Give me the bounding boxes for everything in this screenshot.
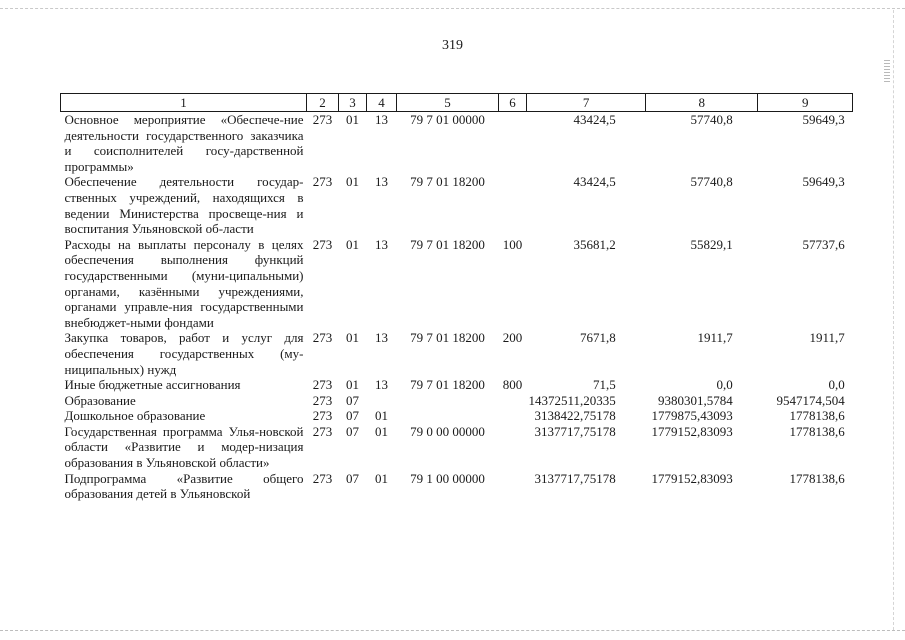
amount-col8: 57740,8	[690, 112, 733, 127]
expense-type-code	[499, 174, 527, 236]
section-code: 07	[346, 423, 359, 439]
amount-col8: 1911,7	[697, 330, 733, 346]
column-header: 5	[397, 94, 499, 112]
section-code: 07	[346, 470, 359, 486]
table-row	[61, 471, 853, 502]
section-code: 01	[346, 330, 359, 346]
target-article-code: 79 7 01 18200	[410, 330, 485, 346]
ministry-code: 273	[312, 330, 333, 346]
subsection-code: 13	[375, 174, 388, 190]
section-code: 07	[346, 408, 359, 424]
amount-col8: 1779152,83093	[651, 423, 733, 439]
target-article-code: 79 1 00 00000	[410, 470, 485, 486]
target-article-code: 79 7 01 18200	[410, 236, 485, 252]
subsection-code: 13	[375, 330, 388, 346]
amount-col8: 0,0	[716, 377, 733, 393]
target-article-code: 79 7 01 18200	[410, 174, 485, 190]
amount-col9: 59649,3	[802, 112, 845, 127]
table-row	[61, 174, 853, 236]
amount-col7: 3138422,75178	[534, 408, 616, 424]
column-header: 8	[646, 94, 758, 112]
amount-col9: 1778138,6	[789, 470, 845, 486]
expense-type-code	[499, 408, 527, 424]
budget-table	[60, 93, 853, 502]
expense-type-code: 800	[502, 377, 523, 393]
ministry-code: 273	[312, 408, 333, 424]
target-article-code: 79 7 01 18200	[410, 377, 485, 393]
expense-type-code	[499, 471, 527, 502]
amount-col7: 43424,5	[573, 174, 616, 190]
table-row	[61, 112, 853, 175]
column-header: 7	[527, 94, 646, 112]
row-name: Образование	[64, 392, 136, 408]
table-row	[61, 377, 853, 393]
target-article-code	[397, 408, 499, 424]
section-code: 01	[346, 112, 359, 127]
ministry-code: 273	[312, 236, 333, 252]
column-header: 2	[307, 94, 339, 112]
expense-type-code	[499, 424, 527, 471]
amount-col9: 59649,3	[802, 174, 845, 190]
amount-col8: 55829,1	[690, 236, 733, 252]
table-row	[61, 424, 853, 471]
amount-col7: 7671,8	[580, 330, 616, 346]
amount-col7: 3137717,75178	[534, 470, 616, 486]
column-header: 1	[61, 94, 307, 112]
subsection-code: 13	[375, 112, 388, 127]
section-code: 01	[346, 377, 359, 393]
target-article-code	[397, 393, 499, 409]
row-name: Государственная программа Улья-новской области «Развитие и модер-низация образования в Ульяновской области»	[64, 423, 304, 471]
row-name: Основное мероприятие «Обеспече-ние деятельности государственного заказчика и соисполнителей госу-дарственной программы»	[64, 112, 304, 174]
ministry-code: 273	[312, 377, 333, 393]
ministry-code: 273	[312, 112, 333, 127]
subsection-code: 13	[375, 236, 388, 252]
subsection-code: 01	[375, 470, 388, 486]
page-number: 319	[442, 38, 463, 53]
table-row	[61, 408, 853, 424]
ministry-code: 273	[312, 174, 333, 190]
section-code: 01	[346, 174, 359, 190]
amount-col8: 9380301,5784	[658, 392, 733, 408]
scan-artifact	[884, 60, 890, 82]
column-header: 3	[339, 94, 367, 112]
amount-col9: 1911,7	[809, 330, 845, 346]
amount-col9: 1778138,6	[789, 408, 845, 424]
page-top-edge	[0, 8, 905, 9]
table-row	[61, 393, 853, 409]
table-row	[61, 237, 853, 331]
section-code: 01	[346, 236, 359, 252]
amount-col7: 14372511,20335	[528, 392, 616, 408]
expense-type-code: 200	[502, 330, 523, 346]
expense-type-code: 100	[502, 236, 523, 252]
subsection-code: 01	[375, 423, 388, 439]
amount-col7: 43424,5	[573, 112, 616, 127]
target-article-code: 79 7 01 00000	[410, 112, 485, 127]
amount-col9: 9547174,504	[776, 392, 845, 408]
ministry-code: 273	[312, 423, 333, 439]
expense-type-code	[499, 112, 527, 175]
row-name: Дошкольное образование	[64, 408, 206, 424]
page-bottom-edge	[0, 630, 905, 631]
column-header: 4	[367, 94, 397, 112]
row-name: Закупка товаров, работ и услуг для обеспечения государственных (му-ниципальных) нужд	[64, 330, 304, 377]
page-right-edge	[893, 10, 894, 630]
column-header: 9	[758, 94, 853, 112]
row-name: Подпрограмма «Развитие общего образования детей в Ульяновской	[64, 470, 304, 502]
row-name: Иные бюджетные ассигнования	[64, 377, 241, 393]
amount-col8: 1779875,43093	[651, 408, 733, 424]
target-article-code: 79 0 00 00000	[410, 423, 485, 439]
column-header: 6	[499, 94, 527, 112]
amount-col9: 0,0	[828, 377, 845, 393]
ministry-code: 273	[312, 470, 333, 486]
amount-col7: 71,5	[593, 377, 616, 393]
subsection-code	[367, 393, 397, 409]
subsection-code: 13	[375, 377, 388, 393]
row-name: Расходы на выплаты персоналу в целях обеспечения выполнения функций государственными (муни-ципальными) органами, казёнными учреждениями, органами управле-ния государственными внебюджет-ными фондами	[64, 236, 304, 330]
amount-col7: 3137717,75178	[534, 423, 616, 439]
amount-col9: 1778138,6	[789, 423, 845, 439]
amount-col7: 35681,2	[573, 236, 616, 252]
amount-col8: 1779152,83093	[651, 470, 733, 486]
amount-col9: 57737,6	[802, 236, 845, 252]
expense-type-code	[499, 393, 527, 409]
ministry-code: 273	[312, 392, 333, 408]
section-code: 07	[346, 392, 359, 408]
subsection-code: 01	[375, 408, 388, 424]
table-header-row	[61, 94, 853, 112]
table-row	[61, 330, 853, 377]
amount-col8: 57740,8	[690, 174, 733, 190]
row-name: Обеспечение деятельности государ-ственных учреждений, находящихся в ведении Министерства просвеще-ния и воспитания Ульяновской об-ласти	[64, 174, 304, 237]
